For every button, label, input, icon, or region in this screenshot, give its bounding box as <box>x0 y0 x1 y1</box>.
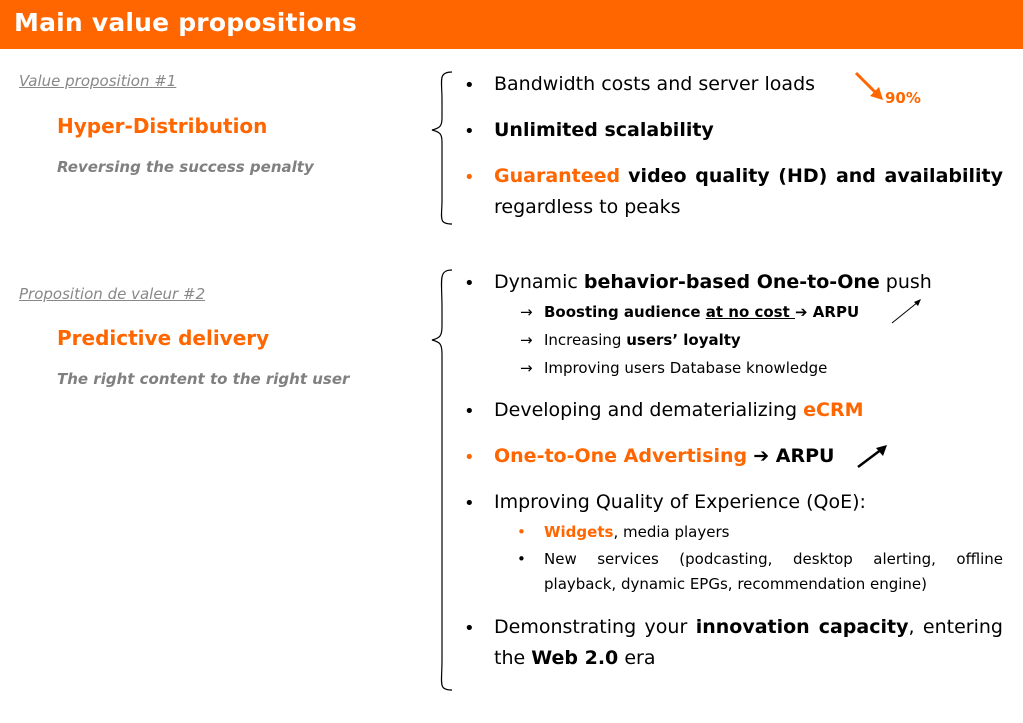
bullet-text: Bandwidth costs and server loads <box>494 73 816 95</box>
bullet-marker: • <box>464 75 475 96</box>
vp1-bullet-quality <box>494 161 1003 192</box>
text: Developing and dematerializing <box>494 399 804 421</box>
vp2-label: Proposition de valeur #2 <box>19 285 206 303</box>
vp2-sub-loyalty <box>544 327 741 353</box>
underlined-text: at no cost <box>705 303 795 321</box>
bullet-marker: • <box>464 493 475 514</box>
vp2-sub-audience <box>544 299 859 325</box>
up-arrow-icon <box>890 297 924 325</box>
vp2-bullet-innovation <box>494 612 1003 643</box>
vp2-sub-widgets <box>544 519 729 545</box>
vp2-sub-services-line2: playback, dynamic EPGs, recommendation engine) <box>544 575 928 593</box>
bullet-marker: • <box>464 618 475 639</box>
vp2-title: Predictive delivery <box>57 326 270 350</box>
text: Demonstrating your <box>494 616 696 638</box>
vp1-label: Value proposition #1 <box>19 72 177 90</box>
bold-text: ARPU <box>807 303 860 321</box>
bold-text: video quality (HD) and availability <box>628 165 1003 187</box>
vp1-title: Hyper-Distribution <box>57 114 268 138</box>
vp1-bullet-quality-line2: regardless to peaks <box>494 196 681 218</box>
sub-arrow-icon: → <box>520 359 533 377</box>
brace-vp1 <box>428 70 458 226</box>
text: , entering <box>908 616 1003 638</box>
vp1-bullet-bandwidth <box>494 69 815 100</box>
down-arrow-icon <box>853 70 887 104</box>
vp2-bullet-advertising <box>494 441 834 472</box>
bold-text: users’ loyalty <box>626 331 741 349</box>
bold-text: innovation capacity <box>695 616 909 638</box>
highlight-text: eCRM <box>803 399 864 421</box>
text: , media players <box>613 523 730 541</box>
bold-text: Boosting audience <box>544 303 706 321</box>
sub-arrow-icon: → <box>520 303 533 321</box>
text: the <box>494 647 532 669</box>
bullet-marker: • <box>517 550 526 568</box>
vp1-subtitle: Reversing the success penalty <box>57 158 314 176</box>
vp2-sub-services: New services (podcasting, desktop alerting, offline <box>544 550 1003 568</box>
vp2-bullet-push <box>494 267 932 298</box>
vp2-bullet-qoe: Improving Quality of Experience (QoE): <box>494 491 866 513</box>
bullet-marker: • <box>464 167 475 188</box>
vp2-sub-database: Improving users Database knowledge <box>544 359 828 377</box>
title-bar <box>0 0 1023 49</box>
vp2-bullet-ecrm <box>494 395 864 426</box>
sub-arrow-icon: → <box>520 331 533 349</box>
text: Dynamic <box>494 271 584 293</box>
bullet-marker: • <box>464 447 475 468</box>
highlight-text: One-to-One Advertising <box>494 445 748 467</box>
highlight-text: Guaranteed <box>494 165 621 187</box>
bullet-marker: • <box>464 401 475 422</box>
bandwidth-reduction: 90% <box>885 89 921 107</box>
highlight-text: Widgets <box>544 523 614 541</box>
up-arrow-icon <box>856 443 890 469</box>
vp2-subtitle: The right content to the right user <box>57 370 350 388</box>
vp2-bullet-innovation-line2 <box>494 643 655 674</box>
arrow-icon: ➔ <box>795 303 808 321</box>
bullet-marker: • <box>464 273 475 294</box>
text: push <box>879 271 932 293</box>
bullet-marker: • <box>517 523 526 541</box>
bold-text: Web 2.0 <box>531 647 619 669</box>
bullet-marker: • <box>464 121 475 142</box>
bold-text: behavior-based One-to-One <box>583 271 880 293</box>
text: Increasing <box>544 331 627 349</box>
bold-text: ARPU <box>769 445 835 467</box>
page-title: Main value propositions <box>14 8 357 37</box>
vp1-bullet-scalability: Unlimited scalability <box>494 119 714 141</box>
arrow-icon: ➔ <box>753 445 770 467</box>
text: era <box>618 647 656 669</box>
brace-vp2 <box>428 268 458 692</box>
